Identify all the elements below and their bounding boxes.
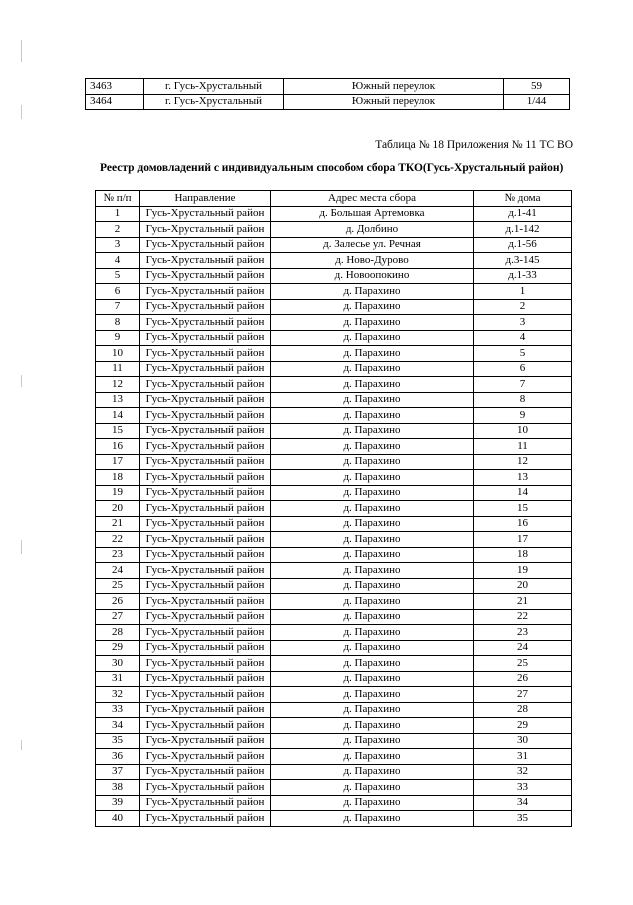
cell-house-number: 1/44 xyxy=(504,94,570,110)
cell-house-number: 3 xyxy=(474,315,572,331)
cell-number: 38 xyxy=(96,780,140,796)
table-row xyxy=(96,640,572,656)
cell-house-number: 1 xyxy=(474,284,572,300)
cell-direction: Гусь-Хрустальный район xyxy=(140,485,271,501)
cell-address: д. Долбино xyxy=(271,222,474,238)
table-row xyxy=(96,346,572,362)
cell-number: 18 xyxy=(96,470,140,486)
cell-number: 13 xyxy=(96,392,140,408)
table-row xyxy=(96,749,572,765)
cell-number: 26 xyxy=(96,594,140,610)
cell-direction: Гусь-Хрустальный район xyxy=(140,470,271,486)
cell-number: 3464 xyxy=(86,94,144,110)
cell-number: 28 xyxy=(96,625,140,641)
cell-house-number: 28 xyxy=(474,702,572,718)
cell-house-number: 17 xyxy=(474,532,572,548)
cell-house-number: 12 xyxy=(474,454,572,470)
table-row xyxy=(96,702,572,718)
table-row xyxy=(96,795,572,811)
cell-address: д. Парахино xyxy=(271,299,474,315)
cell-number: 33 xyxy=(96,702,140,718)
cell-house-number: 34 xyxy=(474,795,572,811)
cell-direction: Гусь-Хрустальный район xyxy=(140,749,271,765)
cell-number: 36 xyxy=(96,749,140,765)
cell-direction: Гусь-Хрустальный район xyxy=(140,315,271,331)
table-row xyxy=(96,625,572,641)
cell-number: 22 xyxy=(96,532,140,548)
table-row xyxy=(96,501,572,517)
table-row xyxy=(96,330,572,346)
table-row xyxy=(96,284,572,300)
cell-address: д. Парахино xyxy=(271,578,474,594)
header-direction: Направление xyxy=(140,191,271,207)
cell-address: Южный переулок xyxy=(284,79,504,95)
cell-number: 40 xyxy=(96,811,140,827)
cell-direction: Гусь-Хрустальный район xyxy=(140,625,271,641)
table-row xyxy=(96,656,572,672)
table-row xyxy=(96,423,572,439)
table-row xyxy=(96,578,572,594)
cell-number: 8 xyxy=(96,315,140,331)
cell-address: д. Парахино xyxy=(271,532,474,548)
cell-number: 19 xyxy=(96,485,140,501)
table-row xyxy=(96,594,572,610)
cell-address: д. Парахино xyxy=(271,284,474,300)
cell-direction: Гусь-Хрустальный район xyxy=(140,656,271,672)
cell-address: д. Большая Артемовка xyxy=(271,206,474,222)
cell-house-number: 9 xyxy=(474,408,572,424)
table-row xyxy=(96,206,572,222)
cell-house-number: д.3-145 xyxy=(474,253,572,269)
scan-edge-mark xyxy=(21,375,22,387)
cell-house-number: д.1-142 xyxy=(474,222,572,238)
cell-number: 3 xyxy=(96,237,140,253)
cell-address: д. Парахино xyxy=(271,625,474,641)
cell-house-number: 35 xyxy=(474,811,572,827)
cell-number: 7 xyxy=(96,299,140,315)
cell-direction: Гусь-Хрустальный район xyxy=(140,563,271,579)
cell-number: 15 xyxy=(96,423,140,439)
cell-address: д. Парахино xyxy=(271,346,474,362)
cell-house-number: 11 xyxy=(474,439,572,455)
table-row xyxy=(96,780,572,796)
table-row xyxy=(96,315,572,331)
cell-address: д. Парахино xyxy=(271,470,474,486)
cell-address: д. Парахино xyxy=(271,640,474,656)
cell-house-number: 21 xyxy=(474,594,572,610)
cell-direction: Гусь-Хрустальный район xyxy=(140,454,271,470)
cell-direction: Гусь-Хрустальный район xyxy=(140,299,271,315)
cell-direction: Гусь-Хрустальный район xyxy=(140,439,271,455)
table-row xyxy=(96,609,572,625)
cell-house-number: 26 xyxy=(474,671,572,687)
table-row xyxy=(96,485,572,501)
cell-address: Южный переулок xyxy=(284,94,504,110)
cell-address: д. Парахино xyxy=(271,718,474,734)
cell-direction: Гусь-Хрустальный район xyxy=(140,237,271,253)
table-row xyxy=(96,547,572,563)
cell-direction: Гусь-Хрустальный район xyxy=(140,578,271,594)
cell-number: 17 xyxy=(96,454,140,470)
cell-house-number: 32 xyxy=(474,764,572,780)
cell-direction: Гусь-Хрустальный район xyxy=(140,423,271,439)
table-row xyxy=(96,516,572,532)
cell-house-number: д.1-56 xyxy=(474,237,572,253)
cell-number: 21 xyxy=(96,516,140,532)
header-number: № п/п xyxy=(96,191,140,207)
table-row xyxy=(86,94,570,110)
cell-number: 14 xyxy=(96,408,140,424)
cell-address: д. Парахино xyxy=(271,501,474,517)
cell-address: д. Парахино xyxy=(271,594,474,610)
cell-address: д. Парахино xyxy=(271,392,474,408)
cell-house-number: 2 xyxy=(474,299,572,315)
table-row xyxy=(96,253,572,269)
cell-address: д. Парахино xyxy=(271,330,474,346)
table-row xyxy=(96,237,572,253)
table-row xyxy=(96,532,572,548)
scan-edge-mark xyxy=(21,105,22,119)
header-address: Адрес места сбора xyxy=(271,191,474,207)
table-row xyxy=(96,299,572,315)
cell-number: 39 xyxy=(96,795,140,811)
cell-address: д. Парахино xyxy=(271,547,474,563)
cell-direction: Гусь-Хрустальный район xyxy=(140,222,271,238)
table-row xyxy=(96,733,572,749)
cell-address: д. Парахино xyxy=(271,377,474,393)
cell-direction: Гусь-Хрустальный район xyxy=(140,206,271,222)
cell-number: 29 xyxy=(96,640,140,656)
cell-address: д. Парахино xyxy=(271,408,474,424)
cell-address: д. Парахино xyxy=(271,749,474,765)
table-row xyxy=(96,470,572,486)
cell-number: 25 xyxy=(96,578,140,594)
cell-address: д. Парахино xyxy=(271,423,474,439)
cell-address: д. Парахино xyxy=(271,563,474,579)
cell-address: д. Парахино xyxy=(271,315,474,331)
cell-direction: Гусь-Хрустальный район xyxy=(140,268,271,284)
cell-number: 32 xyxy=(96,687,140,703)
cell-address: д. Парахино xyxy=(271,764,474,780)
table-row xyxy=(96,718,572,734)
cell-number: 37 xyxy=(96,764,140,780)
continued-table xyxy=(85,78,570,110)
cell-number: 3463 xyxy=(86,79,144,95)
header-row xyxy=(96,191,572,207)
table-row xyxy=(96,222,572,238)
cell-number: 23 xyxy=(96,547,140,563)
registry-heading: Реестр домовладений с индивидуальным способом сбора ТКО(Гусь-Хрустальный район) xyxy=(100,162,564,174)
table-row xyxy=(96,764,572,780)
cell-house-number: 14 xyxy=(474,485,572,501)
cell-direction: Гусь-Хрустальный район xyxy=(140,780,271,796)
cell-direction: Гусь-Хрустальный район xyxy=(140,501,271,517)
cell-direction: Гусь-Хрустальный район xyxy=(140,733,271,749)
cell-address: д. Ново-Дурово xyxy=(271,253,474,269)
cell-direction: Гусь-Хрустальный район xyxy=(140,640,271,656)
cell-house-number: 31 xyxy=(474,749,572,765)
table-row xyxy=(96,563,572,579)
cell-house-number: 19 xyxy=(474,563,572,579)
cell-number: 16 xyxy=(96,439,140,455)
cell-number: 35 xyxy=(96,733,140,749)
cell-house-number: д.1-41 xyxy=(474,206,572,222)
cell-number: 4 xyxy=(96,253,140,269)
cell-address: д. Парахино xyxy=(271,733,474,749)
cell-house-number: 30 xyxy=(474,733,572,749)
cell-address: д. Парахино xyxy=(271,609,474,625)
cell-direction: г. Гусь-Хрустальный xyxy=(144,94,284,110)
cell-address: д. Парахино xyxy=(271,454,474,470)
table-caption: Таблица № 18 Приложения № 11 ТС ВО xyxy=(375,139,573,151)
cell-address: д. Новоопокино xyxy=(271,268,474,284)
cell-house-number: 18 xyxy=(474,547,572,563)
cell-number: 1 xyxy=(96,206,140,222)
table-row xyxy=(96,439,572,455)
cell-number: 11 xyxy=(96,361,140,377)
cell-number: 2 xyxy=(96,222,140,238)
cell-number: 10 xyxy=(96,346,140,362)
cell-number: 9 xyxy=(96,330,140,346)
table-row xyxy=(96,408,572,424)
registry-table xyxy=(95,190,572,827)
cell-direction: Гусь-Хрустальный район xyxy=(140,408,271,424)
cell-address: д. Парахино xyxy=(271,795,474,811)
table-row xyxy=(96,687,572,703)
cell-address: д. Залесье ул. Речная xyxy=(271,237,474,253)
cell-house-number: 59 xyxy=(504,79,570,95)
header-house-number: № дома xyxy=(474,191,572,207)
cell-house-number: 15 xyxy=(474,501,572,517)
cell-house-number: 16 xyxy=(474,516,572,532)
cell-house-number: 10 xyxy=(474,423,572,439)
cell-direction: Гусь-Хрустальный район xyxy=(140,346,271,362)
cell-house-number: 24 xyxy=(474,640,572,656)
cell-address: д. Парахино xyxy=(271,656,474,672)
cell-address: д. Парахино xyxy=(271,361,474,377)
cell-house-number: 27 xyxy=(474,687,572,703)
cell-house-number: 29 xyxy=(474,718,572,734)
scan-edge-mark xyxy=(21,740,22,750)
cell-direction: Гусь-Хрустальный район xyxy=(140,671,271,687)
cell-house-number: 23 xyxy=(474,625,572,641)
cell-direction: Гусь-Хрустальный район xyxy=(140,687,271,703)
table-row xyxy=(86,79,570,95)
table-row xyxy=(96,392,572,408)
cell-number: 5 xyxy=(96,268,140,284)
cell-house-number: д.1-33 xyxy=(474,268,572,284)
cell-address: д. Парахино xyxy=(271,780,474,796)
cell-house-number: 33 xyxy=(474,780,572,796)
cell-house-number: 7 xyxy=(474,377,572,393)
cell-direction: Гусь-Хрустальный район xyxy=(140,284,271,300)
cell-number: 27 xyxy=(96,609,140,625)
table-row xyxy=(96,361,572,377)
cell-direction: Гусь-Хрустальный район xyxy=(140,547,271,563)
cell-number: 24 xyxy=(96,563,140,579)
scan-edge-mark xyxy=(21,40,22,62)
continued-table-body xyxy=(86,79,570,110)
cell-direction: Гусь-Хрустальный район xyxy=(140,609,271,625)
cell-house-number: 4 xyxy=(474,330,572,346)
cell-address: д. Парахино xyxy=(271,485,474,501)
table-row xyxy=(96,377,572,393)
cell-number: 12 xyxy=(96,377,140,393)
cell-direction: Гусь-Хрустальный район xyxy=(140,764,271,780)
cell-direction: Гусь-Хрустальный район xyxy=(140,330,271,346)
cell-house-number: 6 xyxy=(474,361,572,377)
table-row xyxy=(96,671,572,687)
cell-number: 34 xyxy=(96,718,140,734)
cell-direction: г. Гусь-Хрустальный xyxy=(144,79,284,95)
cell-number: 31 xyxy=(96,671,140,687)
cell-direction: Гусь-Хрустальный район xyxy=(140,811,271,827)
cell-direction: Гусь-Хрустальный район xyxy=(140,795,271,811)
cell-direction: Гусь-Хрустальный район xyxy=(140,702,271,718)
cell-address: д. Парахино xyxy=(271,671,474,687)
cell-direction: Гусь-Хрустальный район xyxy=(140,718,271,734)
table-row xyxy=(96,268,572,284)
table-row xyxy=(96,811,572,827)
scan-edge-mark xyxy=(21,540,22,554)
cell-house-number: 25 xyxy=(474,656,572,672)
cell-direction: Гусь-Хрустальный район xyxy=(140,361,271,377)
cell-direction: Гусь-Хрустальный район xyxy=(140,516,271,532)
cell-number: 20 xyxy=(96,501,140,517)
registry-table-body xyxy=(96,206,572,826)
cell-number: 30 xyxy=(96,656,140,672)
cell-address: д. Парахино xyxy=(271,516,474,532)
cell-house-number: 13 xyxy=(474,470,572,486)
cell-address: д. Парахино xyxy=(271,439,474,455)
cell-house-number: 8 xyxy=(474,392,572,408)
cell-direction: Гусь-Хрустальный район xyxy=(140,392,271,408)
cell-direction: Гусь-Хрустальный район xyxy=(140,532,271,548)
cell-direction: Гусь-Хрустальный район xyxy=(140,594,271,610)
cell-direction: Гусь-Хрустальный район xyxy=(140,377,271,393)
cell-address: д. Парахино xyxy=(271,811,474,827)
cell-house-number: 5 xyxy=(474,346,572,362)
cell-house-number: 20 xyxy=(474,578,572,594)
cell-direction: Гусь-Хрустальный район xyxy=(140,253,271,269)
cell-address: д. Парахино xyxy=(271,687,474,703)
cell-address: д. Парахино xyxy=(271,702,474,718)
table-row xyxy=(96,454,572,470)
cell-number: 6 xyxy=(96,284,140,300)
cell-house-number: 22 xyxy=(474,609,572,625)
